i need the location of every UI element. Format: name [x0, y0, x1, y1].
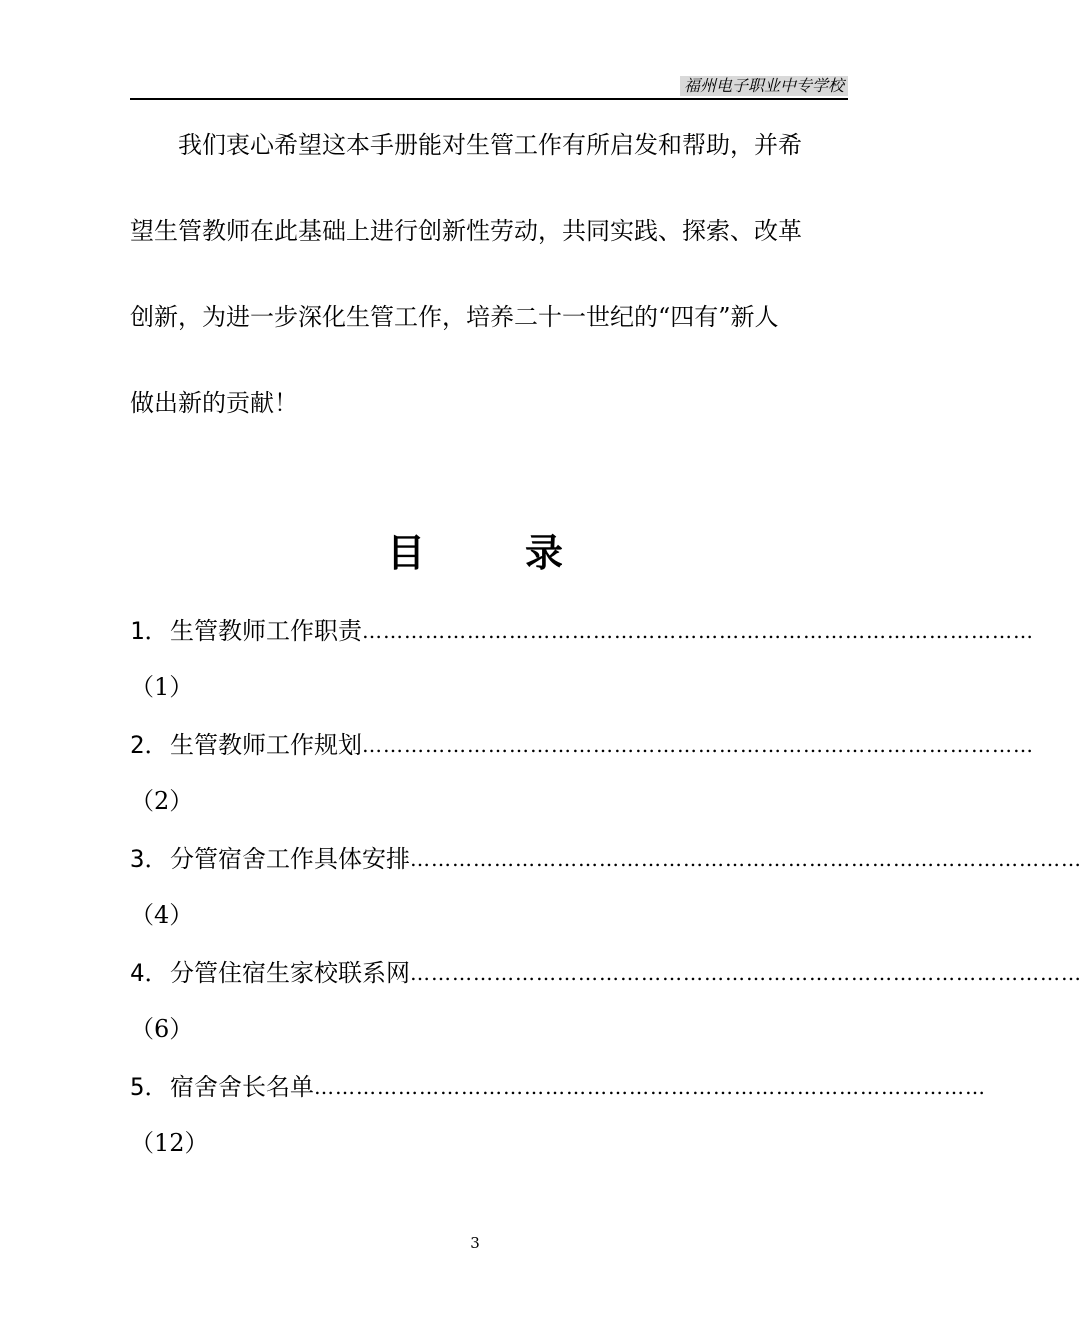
toc-leader-dots: …………………………………………………………………………………… [410, 961, 1082, 985]
toc-title [0, 530, 950, 576]
toc-entry-label: 宿舍舍长名单 [170, 1073, 314, 1101]
toc-entry-label: 生管教师工作规划 [170, 731, 362, 759]
toc-entry-number: 5． [130, 1073, 169, 1101]
toc-title-char-2: 录 [525, 530, 564, 575]
toc-entry-3-page: （4） [130, 901, 194, 929]
intro-line-4: 做出新的贡献！ [130, 389, 298, 417]
header-school-name: 福州电子职业中专学校 [680, 76, 848, 96]
toc-leader-dots: …………………………………………………………………………………… [362, 619, 1034, 643]
toc-entry-4-page: （6） [130, 1015, 194, 1043]
toc-entry-label: 分管宿舍工作具体安排 [170, 845, 410, 873]
toc-entry-number: 2． [130, 731, 169, 759]
intro-line-2: 望生管教师在此基础上进行创新性劳动，共同实践、探索、改革 [130, 217, 802, 245]
intro-line-3: 创新，为进一步深化生管工作，培养二十一世纪的“四有”新人 [130, 303, 779, 331]
toc-entry-2[interactable] [130, 730, 1034, 760]
page-number: 3 [470, 1234, 480, 1252]
intro-line-1: 我们衷心希望这本手册能对生管工作有所启发和帮助，并希 [130, 131, 802, 159]
toc-entry-5[interactable] [130, 1072, 986, 1102]
toc-leader-dots: …………………………………………………………………………………… [362, 733, 1034, 757]
toc-entry-1[interactable] [130, 616, 1034, 646]
page-header [130, 72, 848, 100]
toc-entry-label: 生管教师工作职责 [170, 617, 362, 645]
toc-leader-dots: …………………………………………………………………………………… [314, 1075, 986, 1099]
toc-leader-dots: …………………………………………………………………………………… [410, 847, 1082, 871]
toc-entry-label: 分管住宿生家校联系网 [170, 959, 410, 987]
toc-entry-4[interactable] [130, 958, 1082, 988]
toc-entry-number: 1． [130, 617, 169, 645]
toc-entry-5-page: （12） [130, 1129, 209, 1157]
toc-entry-2-page: （2） [130, 787, 194, 815]
toc-entry-3[interactable] [130, 844, 1082, 874]
toc-title-char-1: 目 [386, 530, 425, 575]
toc-entry-1-page: （1） [130, 673, 194, 701]
toc-entry-number: 3． [130, 845, 169, 873]
toc-entry-number: 4． [130, 959, 169, 987]
